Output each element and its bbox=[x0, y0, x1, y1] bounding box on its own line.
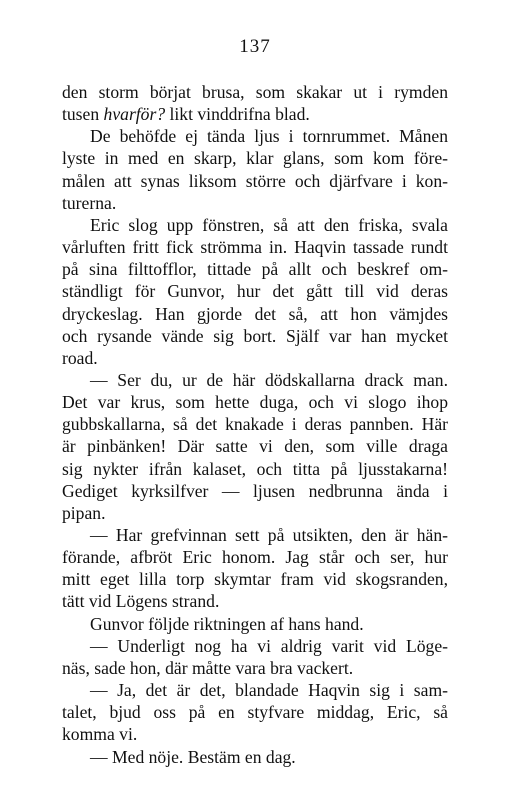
text-line: målen att synas liksom större och djärfvare i kon- bbox=[62, 170, 448, 191]
text-span: tusen bbox=[62, 104, 104, 125]
text-line: De behöfde ej tända ljus i tornrummet. Månen bbox=[90, 126, 448, 147]
text-line: den storm börjat brusa, som skakar ut i rymden bbox=[62, 82, 448, 102]
text-line: lyste in med en skarp, klar glans, som kom före- bbox=[62, 148, 448, 169]
text-line: Det var krus, som hette duga, och vi slogo ihop bbox=[62, 392, 448, 413]
text-line: — Ja, det är det, blandade Haqvin sig i sam- bbox=[90, 680, 448, 701]
text-line: — Med nöje. Bestäm en dag. bbox=[90, 746, 296, 767]
text-line: komma vi. bbox=[62, 724, 138, 745]
text-span: likt vinddrifna blad. bbox=[165, 104, 310, 125]
text-line: pipan. bbox=[62, 502, 106, 523]
text-line: på sina filttofflor, tittade på allt och beskref om- bbox=[62, 259, 448, 280]
text-line bbox=[62, 103, 448, 125]
text-line: Gediget kyrksilfver — ljusen nedbrunna ända i bbox=[62, 480, 448, 501]
text-line: road. bbox=[62, 347, 98, 368]
text-line: är pinbänken! Där satte vi den, som ville draga bbox=[62, 436, 448, 457]
text-line: ständligt för Gunvor, hur det gått till vid deras bbox=[62, 281, 448, 302]
text-line: gubbskallarna, så det knakade i deras pannben. Här bbox=[62, 414, 448, 435]
text-line: vårluften fritt fick strömma in. Haqvin tassade rundt bbox=[62, 237, 448, 258]
text-line: — Underligt nog ha vi aldrig varit vid Löge- bbox=[90, 635, 448, 656]
text-line: talet, bjud oss på en styfvare middag, Eric, så bbox=[62, 702, 448, 723]
text-line: och rysande vände sig bort. Själf var han mycket bbox=[62, 325, 448, 346]
text-line: näs, sade hon, där måtte vara bra vackert. bbox=[62, 657, 354, 678]
text-line: dryckeslag. Han gjorde det så, att hon vämjdes bbox=[62, 303, 448, 324]
text-line: — Ser du, ur de här dödskallarna drack man. bbox=[90, 369, 448, 390]
text-line: turerna. bbox=[62, 192, 117, 213]
text-line: Gunvor följde riktningen af hans hand. bbox=[90, 613, 364, 634]
emphasized-text: hvarför? bbox=[103, 104, 166, 125]
page-number: 137 bbox=[239, 36, 271, 57]
text-line: Eric slog upp fönstren, så att den friska, svala bbox=[90, 214, 448, 235]
text-line: — Har grefvinnan sett på utsikten, den är hän- bbox=[90, 525, 448, 545]
text-line: mitt eget lilla torp skymtar fram vid skogsranden, bbox=[62, 569, 448, 590]
text-line: förande, afbröt Eric honom. Jag står och ser, hur bbox=[62, 547, 448, 568]
text-line: sig nykter ifrån kalaset, och titta på ljusstakarna! bbox=[62, 458, 448, 479]
text-line: tätt vid Lögens strand. bbox=[62, 591, 220, 612]
